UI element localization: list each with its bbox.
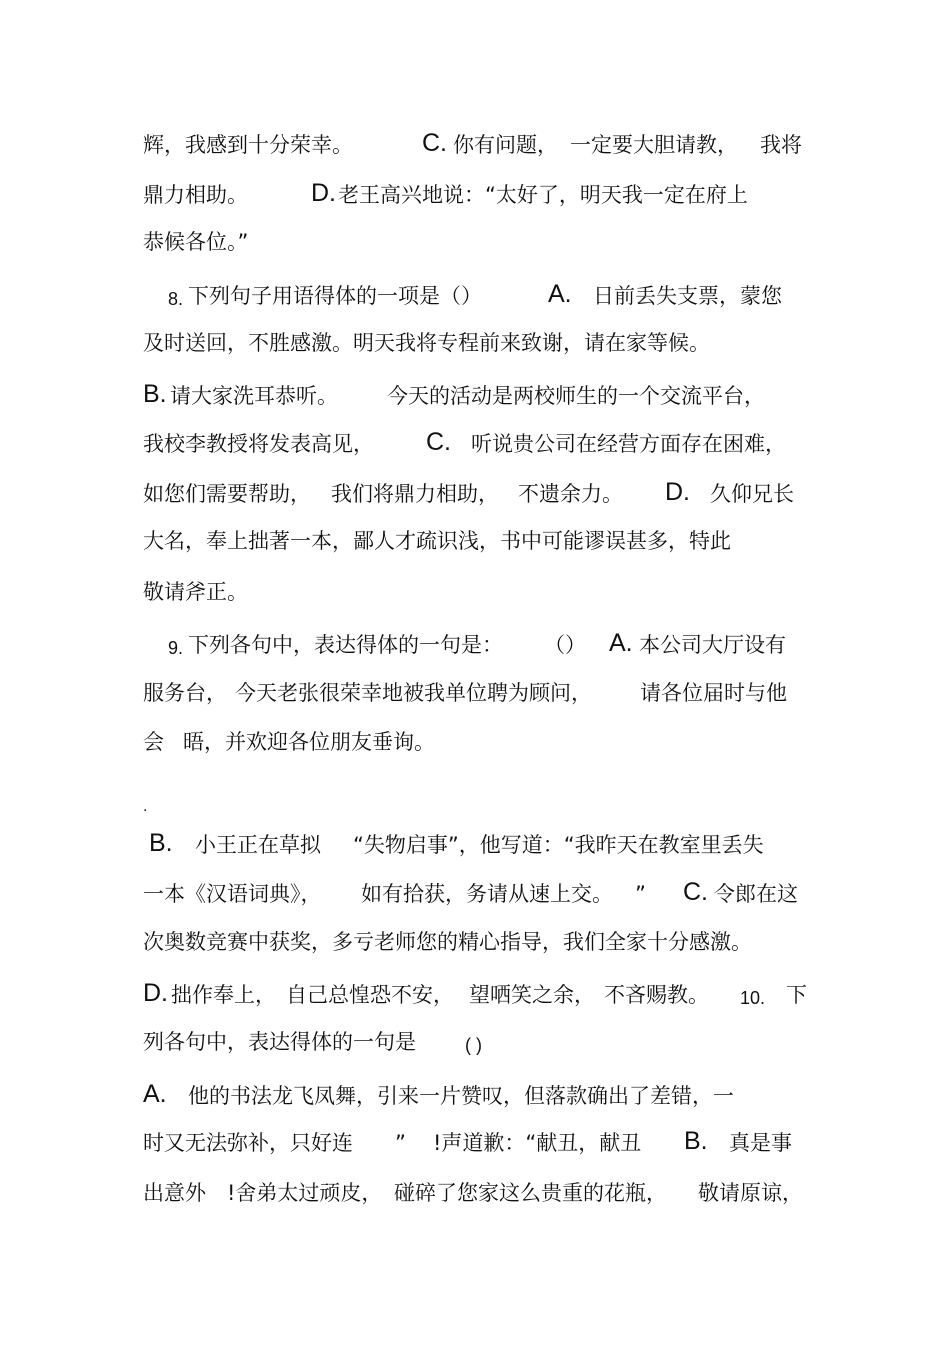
text-segment: 小王正在草拟 [195, 833, 321, 857]
text-segment: 下 [786, 983, 807, 1007]
question-number: ( ) [465, 1035, 482, 1055]
text-segment: 自己总惶恐不安， [286, 983, 454, 1007]
option-letter: A. [143, 1080, 167, 1108]
text-segment: 你有问题， [453, 133, 558, 157]
text-segment: 如有拾获，务请从速上交。 [361, 882, 613, 906]
option-letter: C. [422, 129, 447, 157]
text-segment: 老王高兴地说：“太好了，明天我一定在府上 [338, 183, 748, 207]
text-segment: 听说贵公司在经营方面存在困难， [471, 432, 786, 456]
text-segment: 我们将鼎力相助， [331, 482, 499, 506]
text-segment: 时又无法弥补，只好连 [143, 1131, 353, 1155]
text-segment: 请各位届时与他 [640, 681, 787, 705]
text-segment: 下列各句中，表达得体的一句是： [188, 633, 503, 657]
text-segment: 一定要大胆请教， [570, 133, 738, 157]
option-letter: B. [143, 380, 167, 408]
text-segment: 下列句子用语得体的一项是（） [188, 284, 482, 308]
option-letter: A. [609, 629, 633, 657]
text-segment: ” [395, 1131, 406, 1155]
text-segment: 本公司大厅设有 [639, 633, 786, 657]
stray-mark: . [143, 799, 148, 815]
text-segment: 令郎在这 [714, 882, 798, 906]
text-segment: 服务台， [143, 681, 227, 705]
text-segment: 我将 [760, 133, 802, 157]
text-segment: “失物启事”，他写道：“我昨天在教室里丢失 [353, 833, 764, 857]
option-letter: C. [426, 428, 451, 456]
text-segment: 不吝赐教。 [604, 983, 709, 1007]
text-segment: !声道歉：“献丑，献丑 [433, 1131, 642, 1155]
option-letter: D. [143, 979, 168, 1007]
text-segment: 日前丢失支票，蒙您 [593, 284, 782, 308]
option-letter: D. [311, 179, 336, 207]
text-segment: 鼎力相助。 [143, 183, 248, 207]
text-segment: 及时送回，不胜感激。明天我将专程前来致谢，请在家等候。 [143, 331, 710, 355]
text-segment: 如您们需要帮助， [143, 482, 311, 506]
option-letter: C. [683, 878, 708, 906]
text-segment: 一本《汉语词典》， [143, 882, 322, 906]
text-segment: 敬请斧正。 [143, 580, 248, 604]
text-segment: 我校李教授将发表高见， [143, 432, 374, 456]
text-segment: （） [544, 633, 586, 657]
text-segment: 次奥数竞赛中获奖，多亏老师您的精心指导，我们全家十分感激。 [143, 930, 752, 954]
option-letter: A. [548, 280, 572, 308]
text-segment: 辉，我感到十分荣幸。 [143, 133, 353, 157]
question-number: 8. [168, 289, 184, 309]
text-segment: 久仰兄长 [710, 482, 794, 506]
text-segment: 真是事 [729, 1131, 792, 1155]
text-segment: 不遗余力。 [518, 482, 623, 506]
text-segment: 碰碎了您家这么贵重的花瓶， [394, 1181, 667, 1205]
text-segment: ” [635, 882, 646, 906]
text-segment: 拙作奉上， [171, 983, 276, 1007]
text-segment: 恭候各位。” [143, 230, 249, 254]
text-segment: 晤，并欢迎各位朋友垂询。 [183, 730, 435, 754]
question-number: 9. [168, 638, 184, 658]
text-segment: 他的书法龙飞凤舞，引来一片赞叹，但落款确出了差错，一 [188, 1084, 734, 1108]
option-letter: B. [149, 829, 173, 857]
text-segment: 列各句中，表达得体的一句是 [143, 1030, 416, 1054]
option-letter: B. [684, 1127, 708, 1155]
text-segment: 出意外 [143, 1181, 206, 1205]
text-segment: 敬请原谅， [698, 1181, 803, 1205]
text-segment: !舍弟太过顽皮， [227, 1181, 383, 1205]
text-segment: 请大家洗耳恭听。 [170, 384, 338, 408]
text-segment: 今天的活动是两校师生的一个交流平台， [387, 384, 765, 408]
text-segment: 望哂笑之余， [469, 983, 595, 1007]
option-letter: D. [665, 478, 690, 506]
text-segment: 大名，奉上拙著一本，鄙人才疏识浅，书中可能谬误甚多，特此 [143, 529, 731, 553]
text-segment: 会 [143, 730, 164, 754]
text-segment: 今天老张很荣幸地被我单位聘为顾问， [235, 681, 592, 705]
question-number: 10. [740, 988, 766, 1008]
